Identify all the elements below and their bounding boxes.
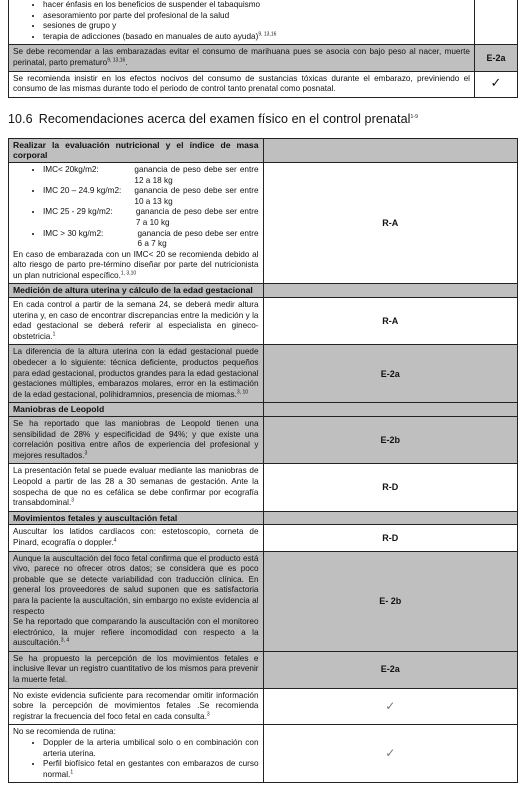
grade-cell: E-2b — [263, 417, 518, 464]
list-item: • Doppler de la arteria umbilical solo o en combinación con arteria uterina. — [43, 738, 259, 759]
check-icon: ✓ — [490, 75, 502, 91]
section-heading: Recomendaciones acerca del examen físico en el control prenatal — [38, 111, 411, 126]
table-row — [9, 138, 518, 162]
reference: 9, 13,16 — [107, 57, 126, 64]
list-item: • IMC 25 - 29 kg/m2: ganancia de peso debe ser entre 7 a 10 kg — [43, 207, 259, 228]
list-item: • terapia de adicciones (basado en manuales de auto ayuda)$^{9, 13,16}$ — [43, 32, 470, 43]
grade-cell: E-2a — [263, 345, 518, 403]
grade-cell: R-D — [263, 464, 518, 511]
table-row — [9, 0, 518, 45]
not-routine-cell: No se recomienda de rutina: • Doppler de la arteria umbilical solo o en combinación con arteria uterina. • Perfil biofísico fetal en gestantes con embarazos de curso normal.$^1$ — [9, 725, 264, 783]
table-row — [9, 162, 518, 284]
reference: 3 — [206, 711, 210, 718]
table-row — [9, 298, 518, 345]
not-routine-list — [13, 738, 259, 780]
list-item: • sesiones de grupo y — [43, 21, 470, 32]
grade-cell — [263, 403, 518, 417]
section-title — [8, 111, 518, 127]
grade-cell — [263, 138, 518, 162]
list-item: • Perfil biofísico fetal en gestantes con embarazos de curso normal.$^1$ — [43, 759, 259, 780]
table-row — [9, 284, 518, 298]
group-header-nutrition: Realizar la evaluación nutricional y el índice de masa corporal — [9, 138, 264, 162]
tobacco-interventions-cell — [9, 0, 475, 45]
toxic-substances-cell: Se recomienda insistir en los efectos nocivos del consumo de sustancias tóxicas durante el embarazo, previniendo el consumo de las mismas durante todo el periodo de control tanto prenatal como posnatal. — [9, 71, 475, 97]
reference: 1, 3,10 — [120, 270, 137, 277]
list-item: • IMC< 20kg/m2: ganancia de peso debe ser entre 12 a 18 kg — [43, 165, 259, 186]
grade-cell: E-2a — [475, 45, 518, 71]
auscultation-methods-cell: Auscultar los latidos cardíacos con: estetoscopio, corneta de Pinard, ecografía o doppler.$^4$ — [9, 525, 264, 551]
group-header-leopold: Maniobras de Leopold — [9, 403, 264, 417]
table-row — [9, 71, 518, 97]
imc-note: En caso de embarazada con un IMC< 20 se recomienda debido al alto riesgo de parto pre-término diseñar por parte del nutricionista un plan nutricional específico. — [13, 249, 259, 280]
table-row — [9, 651, 518, 688]
list-item: • asesoramiento por parte del profesional de la salud — [43, 11, 470, 22]
physical-exam-table — [8, 138, 518, 784]
marihuana-cell: Se debe recomendar a las embarazadas evitar el consumo de marihuana pues se asocia con bajo peso al nacer, muerte perinatal, parto prematuro$^{9, 13,16}$. — [9, 45, 475, 71]
imc-cell — [9, 162, 264, 284]
reference: 1-9 — [410, 113, 419, 120]
group-header-fetal-movements: Movimientos fetales y auscultación fetal — [9, 511, 264, 525]
uterine-difference-cell: La diferencia de la altura uterina con la edad gestacional puede obedecer a lo siguiente: técnica deficiente, productos pequeños para edad gestacional, productos grandes para la edad gestacional gestaciones múltiples, embarazos molares, error en la estimación de la edad gestacional, polihidramnios, presencia de miomas.$^{3, 10}$ — [9, 345, 264, 403]
grade-cell: E- 2b — [263, 551, 518, 651]
top-recommendations-table — [8, 0, 518, 98]
grade-cell — [475, 71, 518, 97]
grade-cell: R-A — [263, 162, 518, 284]
table-row — [9, 725, 518, 783]
grade-cell: R-A — [263, 298, 518, 345]
leopold-sensitivity-cell: Se ha reportado que las maniobras de Leopold tienen una sensibilidad de 28% y especificidad de 94%; y que existe una correlación positiva entre años de experiencia del profesional y mejores resultados.$^3$ — [9, 417, 264, 464]
table-row — [9, 417, 518, 464]
check-icon: ✓ — [385, 698, 396, 713]
imc-list — [13, 165, 259, 250]
grade-cell — [263, 511, 518, 525]
reference: 4 — [113, 537, 117, 544]
document-page — [8, 0, 518, 783]
group-header-uterine-height: Medición de altura uterina y cálculo de la edad gestacional — [9, 284, 264, 298]
table-row — [9, 551, 518, 651]
grade-cell — [263, 284, 518, 298]
list-item: • IMC 20 – 24.9 kg/m2: ganancia de peso debe ser entre 10 a 13 kg — [43, 186, 259, 207]
table-row — [9, 511, 518, 525]
insufficient-evidence-cell: No existe evidencia suficiente para recomendar omitir información sobre la percepción de movimientos fetales .Se recomienda registrar la frecuencia del foco fetal en cada consulta.$^3$ — [9, 688, 264, 725]
check-icon: ✓ — [385, 746, 396, 761]
table-row — [9, 525, 518, 551]
reference: 3 — [84, 450, 88, 457]
auscultation-evidence-cell: Aunque la auscultación del foco fetal confirma que el producto está vivo, parece no ofrecer otros datos; se considera que es poco probable que se detecte variabilidad con traducción clínica. En general los proveedores de salud suponen que es satisfactoria para la paciente la auscultación, sin embargo no existe evidencia al respecto Se ha reportado que comparando la auscultación con el monitoreo electrónico, la mujer refiere incomodidad con respecto a la auscultación.$^{3, 4}$ — [9, 551, 264, 651]
table-row — [9, 688, 518, 725]
reference: 3, 10 — [236, 389, 249, 396]
table-row — [9, 345, 518, 403]
grade-cell: R-D — [263, 525, 518, 551]
reference: 1 — [70, 769, 74, 776]
list-item: • IMC > 30 kg/m2: ganancia de peso debe ser entre 6 a 7 kg — [43, 229, 259, 250]
table-row — [9, 45, 518, 71]
grade-cell — [263, 688, 518, 725]
fetal-movement-record-cell: Se ha propuesto la percepción de los movimientos fetales e inclusive llevar un registro cuantitativo de los mismos para prevenir la muerte fetal. — [9, 651, 264, 688]
grade-cell: E-2a — [263, 651, 518, 688]
table-row — [9, 464, 518, 511]
leopold-presentation-cell: La presentación fetal se puede evaluar mediante las maniobras de Leopold a partir de las 28 a 30 semanas de gestación. Ante la sospecha de que no es cefálica se debe confirmar por ecografía transabdominal.$^3$ — [9, 464, 264, 511]
reference: 1 — [52, 331, 56, 338]
reference: 9, 13,16 — [258, 31, 277, 38]
uterine-height-cell: En cada control a partir de la semana 24, se deberá medir altura uterina y, en caso de encontrar discrepancias entre la medición y la edad gestacional se deberá referir al especialista en gineco-obstetricia.$^1$ — [9, 298, 264, 345]
list-item: • hacer énfasis en los beneficios de suspender el tabaquismo — [43, 0, 470, 11]
grade-cell — [263, 725, 518, 783]
section-number: 10.6 — [8, 111, 33, 126]
reference: 3, 4 — [60, 637, 70, 644]
reference: 3 — [71, 497, 75, 504]
tobacco-interventions-list — [13, 0, 470, 42]
grade-cell — [475, 0, 518, 45]
table-row — [9, 403, 518, 417]
